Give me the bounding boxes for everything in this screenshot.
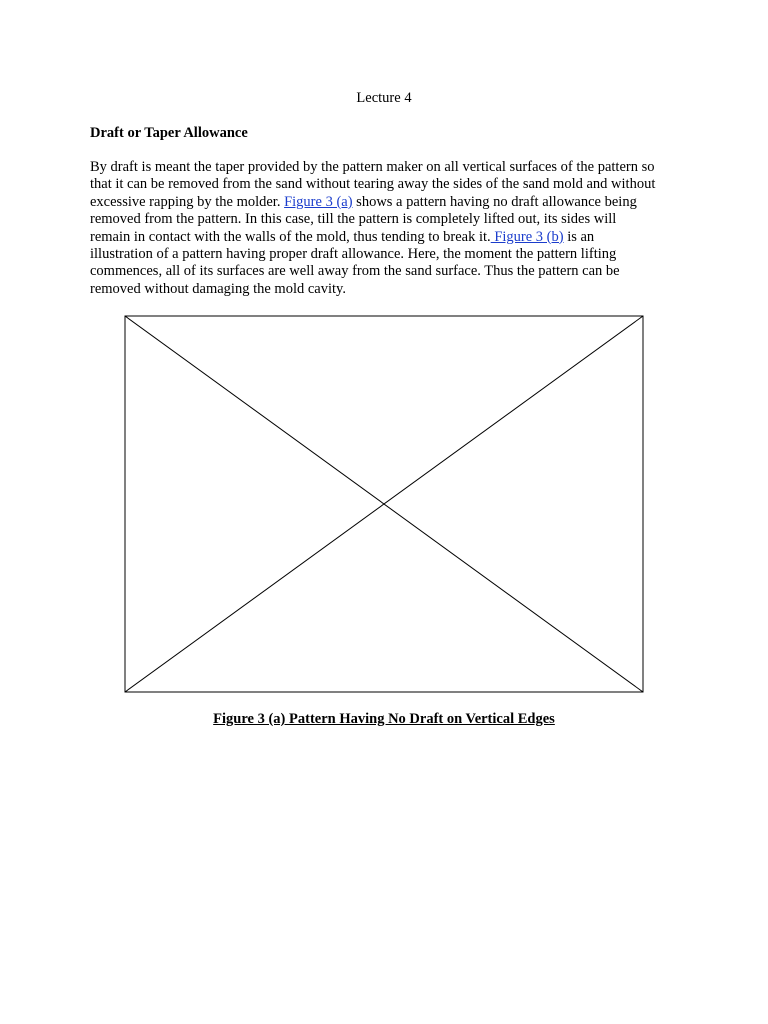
paragraph-line: removed from the pattern. In this case, till the pattern is completely lifted out, its sides will (90, 211, 617, 228)
figure-caption-text: Figure 3 (a) Pattern Having No Draft on Vertical Edges (213, 711, 555, 727)
paragraph-line (90, 229, 690, 246)
figure-3b-link[interactable]: Figure 3 (b) (490, 228, 564, 245)
paragraph-line: removed without damaging the mold cavity. (90, 280, 346, 297)
body-paragraph (90, 159, 690, 298)
figure-caption (0, 710, 768, 728)
image-placeholder-graphic (124, 315, 644, 693)
paragraph-line: commences, all of its surfaces are well away from the sand surface. Thus the pattern can be (90, 263, 620, 280)
paragraph-line: By draft is meant the taper provided by the pattern maker on all vertical surfaces of the pattern so (90, 159, 655, 175)
paragraph-text: is an (563, 228, 595, 245)
figure-placeholder (124, 315, 644, 693)
paragraph-line (90, 194, 690, 211)
paragraph-line: that it can be removed from the sand without tearing away the sides of the sand mold and without (90, 176, 656, 193)
section-heading: Draft or Taper Allowance (90, 125, 248, 141)
paragraph-text: shows a pattern having no draft allowance being (352, 193, 637, 210)
figure-3a-link[interactable]: Figure 3 (a) (284, 193, 353, 210)
paragraph-line: illustration of a pattern having proper draft allowance. Here, the moment the pattern lifting (90, 246, 617, 263)
paragraph-text: remain in contact with the walls of the mold, thus tending to break it. (90, 228, 491, 245)
paragraph-text: excessive rapping by the molder. (90, 193, 285, 210)
lecture-title: Lecture 4 (356, 90, 412, 106)
